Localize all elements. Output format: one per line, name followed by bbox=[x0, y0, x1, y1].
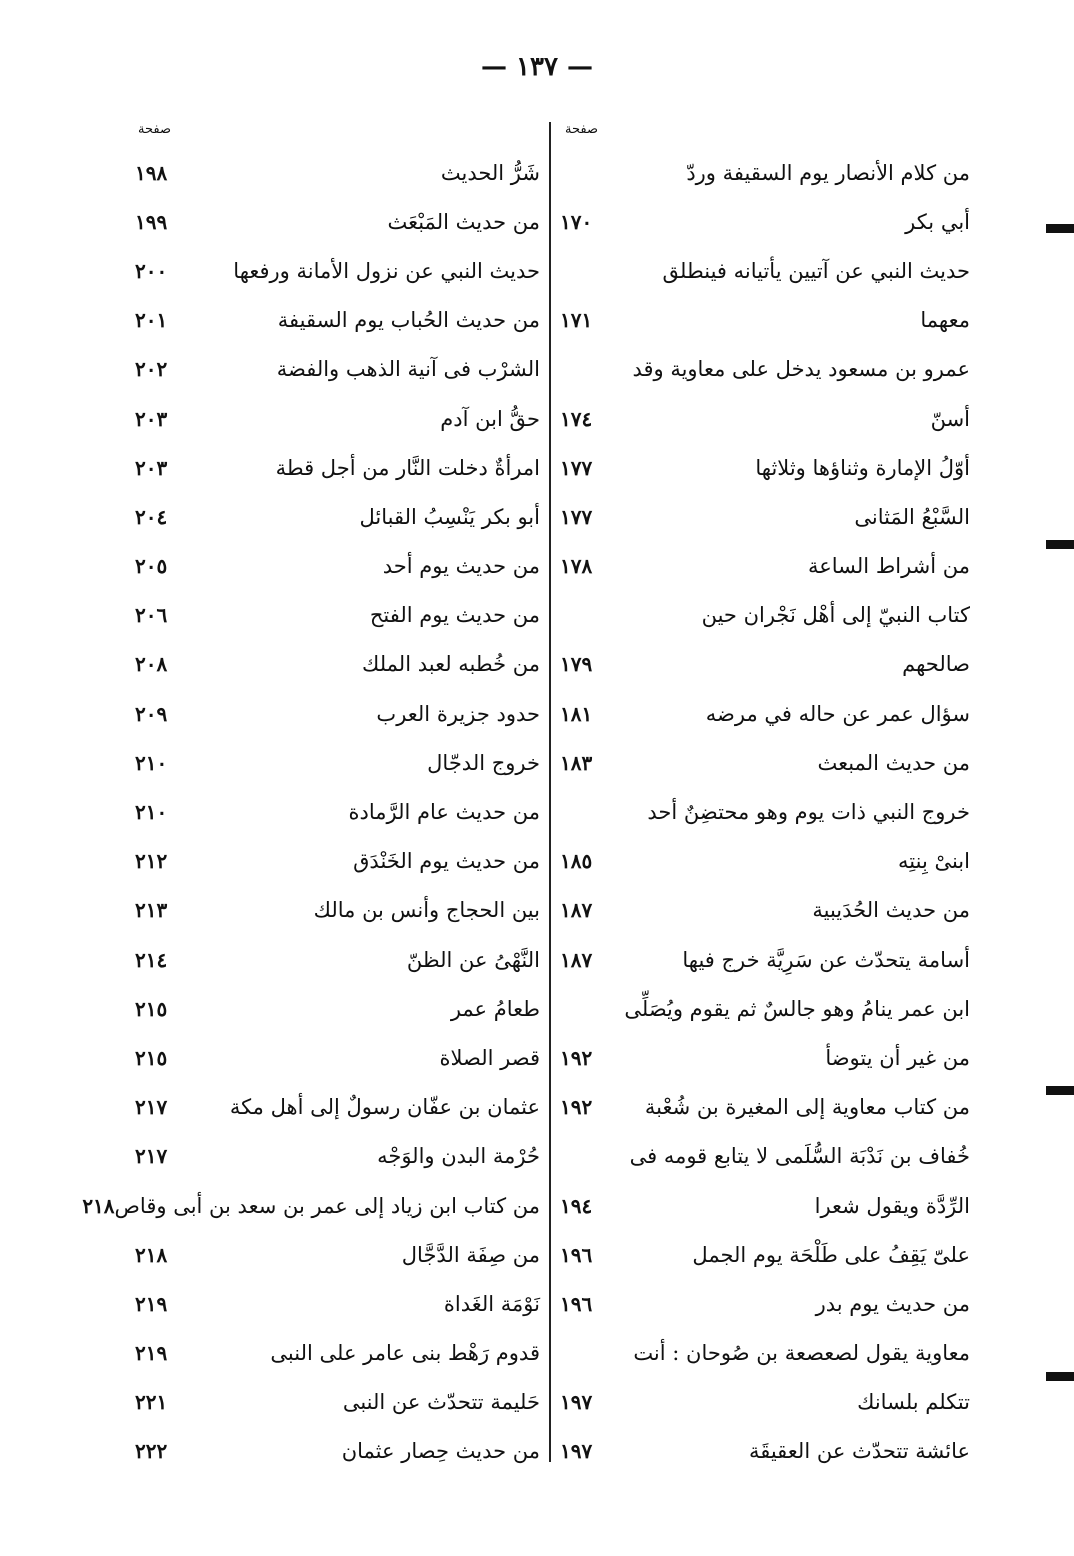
index-entry bbox=[135, 837, 540, 886]
index-entry bbox=[135, 984, 540, 1033]
index-entry bbox=[560, 1427, 970, 1476]
entry-page-number: ٢١٧ bbox=[135, 1144, 168, 1169]
entry-page-number: ٢٢١ bbox=[135, 1390, 168, 1415]
entry-page-number: ١٩٦ bbox=[560, 1242, 593, 1267]
entry-title: علىّ يَقِفُ على طَلْحَة يوم الجمل bbox=[692, 1242, 970, 1267]
index-entry bbox=[135, 394, 540, 443]
entry-title: عمرو بن مسعود يدخل على معاوية وقد bbox=[632, 357, 970, 382]
entry-title: من حديث المبعث bbox=[817, 750, 970, 775]
entry-page-number: ١٨١ bbox=[560, 701, 593, 726]
index-entry bbox=[560, 443, 970, 492]
entry-page-number: ١٧٩ bbox=[560, 652, 593, 677]
entry-title: بين الحجاج وأنس بن مالك bbox=[313, 898, 540, 923]
entry-title: الرِّدَّة ويقول شعرا bbox=[814, 1193, 970, 1218]
entry-title: شَرُّ الحديث bbox=[440, 160, 540, 185]
entry-page-number: ٢١٨ bbox=[82, 1193, 115, 1218]
index-entry bbox=[135, 492, 540, 541]
index-entry bbox=[560, 1132, 970, 1181]
index-entry bbox=[560, 935, 970, 984]
entry-page-number: ١٩٩ bbox=[135, 209, 168, 234]
entry-page-number: ٢١٥ bbox=[135, 1045, 168, 1070]
entry-page-number: ٢٠٩ bbox=[135, 701, 168, 726]
index-entry bbox=[135, 1329, 540, 1378]
entry-page-number: ٢٠٣ bbox=[135, 455, 168, 480]
entry-page-number: ٢٢٢ bbox=[135, 1439, 168, 1464]
entry-title: خُفاف بن نَدْبَة السُّلَمى لا يتابع قومه فى bbox=[629, 1144, 970, 1169]
page-number: — ١٣٧ — bbox=[480, 52, 594, 82]
entry-title: حديث النبي عن آتيين يأتيانه فينطلق bbox=[662, 258, 970, 283]
entry-page-number: ١٩٧ bbox=[560, 1390, 593, 1415]
index-entry bbox=[135, 443, 540, 492]
entry-page-number: ٢١٧ bbox=[135, 1095, 168, 1120]
entry-page-number: ١٧٤ bbox=[560, 406, 593, 431]
index-entry bbox=[135, 1132, 540, 1181]
entry-page-number: ٢١٩ bbox=[135, 1291, 168, 1316]
index-entry bbox=[135, 1033, 540, 1082]
index-entry bbox=[560, 492, 970, 541]
index-entry bbox=[560, 1378, 970, 1427]
index-entry bbox=[135, 1230, 540, 1279]
entry-title: من حديث عام الرَّمادة bbox=[348, 800, 540, 825]
index-entry bbox=[135, 689, 540, 738]
index-entry bbox=[135, 1279, 540, 1328]
entry-title: السَّبْعُ المَثانى bbox=[854, 504, 970, 529]
index-entry bbox=[560, 542, 970, 591]
entry-page-number: ١٨٣ bbox=[560, 750, 593, 775]
index-entry bbox=[135, 738, 540, 787]
entry-title: النَّهْىُ عن الظنّ bbox=[406, 947, 540, 972]
entry-page-number: ١٩٢ bbox=[560, 1095, 593, 1120]
entry-title: من حديث الحُدَيبية bbox=[812, 898, 970, 923]
index-entry bbox=[82, 1181, 540, 1230]
index-entry bbox=[135, 1378, 540, 1427]
entry-title: ابنىْ بِنتِه bbox=[898, 849, 970, 874]
entry-title: قصر الصلاة bbox=[439, 1045, 540, 1070]
entry-title: حقُّ ابن آدم bbox=[440, 406, 540, 431]
entry-page-number: ٢١٢ bbox=[135, 849, 168, 874]
entry-title: طعامُ عمر bbox=[450, 996, 540, 1021]
entry-title: من أشراط الساعة bbox=[807, 554, 970, 579]
index-entry bbox=[560, 1181, 970, 1230]
entry-title: الشرْب فى آنية الذهب والفضة bbox=[276, 357, 540, 382]
entry-page-number: ٢٠٨ bbox=[135, 652, 168, 677]
entry-page-number: ٢٠٤ bbox=[135, 504, 168, 529]
index-entry bbox=[560, 984, 970, 1033]
index-entry bbox=[135, 886, 540, 935]
entry-title: سؤال عمر عن حاله في مرضه bbox=[705, 701, 970, 726]
index-entry bbox=[135, 935, 540, 984]
index-entry bbox=[560, 787, 970, 836]
index-entry bbox=[135, 1427, 540, 1476]
edge-mark bbox=[1046, 224, 1074, 233]
left-index-column bbox=[82, 148, 540, 1476]
entry-title: امرأةٌ دخلت النَّار من أجل قطة bbox=[275, 455, 540, 480]
index-entry bbox=[135, 296, 540, 345]
left-column-header: صفحة bbox=[138, 122, 171, 137]
entry-title: أسنّ bbox=[930, 406, 970, 431]
entry-title: ابن عمر ينامُ وهو جالسٌ ثم يقوم ويُصَلِّى bbox=[624, 996, 970, 1021]
index-entry bbox=[135, 197, 540, 246]
entry-page-number: ٢١٩ bbox=[135, 1341, 168, 1366]
right-column-header: صفحة bbox=[565, 122, 598, 137]
index-entry bbox=[560, 1033, 970, 1082]
entry-title: من حديث يوم بدر bbox=[815, 1291, 970, 1316]
entry-page-number: ١٧١ bbox=[560, 308, 593, 333]
entry-title: من حديث يوم الفتح bbox=[369, 603, 540, 628]
index-entry bbox=[560, 886, 970, 935]
entry-page-number: ١٧٨ bbox=[560, 554, 593, 579]
index-entry bbox=[560, 591, 970, 640]
index-entry bbox=[560, 148, 970, 197]
entry-page-number: ٢١٨ bbox=[135, 1242, 168, 1267]
entry-title: من حديث الحُباب يوم السقيفة bbox=[277, 308, 540, 333]
entry-title: حدود جزيرة العرب bbox=[376, 701, 540, 726]
entry-title: حديث النبي عن نزول الأمانة ورفعها bbox=[233, 258, 540, 283]
index-entry bbox=[560, 1230, 970, 1279]
entry-title: عائشة تتحدّث عن العقيقَة bbox=[748, 1439, 970, 1464]
entry-title: من غير أن يتوضأ bbox=[825, 1045, 970, 1070]
entry-page-number: ١٩٤ bbox=[560, 1193, 593, 1218]
index-entry bbox=[560, 246, 970, 295]
entry-page-number: ١٩٨ bbox=[135, 160, 168, 185]
entry-page-number: ١٧٠ bbox=[560, 209, 593, 234]
index-entry bbox=[135, 246, 540, 295]
entry-title: نَوْمَة الغَداة bbox=[443, 1291, 540, 1316]
entry-title: كتاب النبيّ إلى أهْل نَجْران حين bbox=[701, 603, 970, 628]
index-entry bbox=[560, 1279, 970, 1328]
entry-title: أوّلُ الإمارة وثناؤها وثلاثها bbox=[755, 455, 970, 480]
entry-title: من خُطبه لعبد الملك bbox=[362, 652, 540, 677]
entry-page-number: ٢١٤ bbox=[135, 947, 168, 972]
right-index-column bbox=[560, 148, 970, 1476]
index-entry bbox=[135, 640, 540, 689]
entry-title: أسامة يتحدّث عن سَرِيَّة خرج فيها bbox=[682, 947, 970, 972]
entry-title: من صِفَة الدَّجَّال bbox=[401, 1242, 540, 1267]
index-entry bbox=[135, 1083, 540, 1132]
entry-page-number: ٢٠٠ bbox=[135, 258, 168, 283]
column-divider bbox=[549, 122, 551, 1462]
index-entry bbox=[560, 296, 970, 345]
entry-page-number: ٢١٥ bbox=[135, 996, 168, 1021]
entry-title: من كلام الأنصار يوم السقيفة وردّ bbox=[686, 160, 970, 185]
entry-page-number: ٢١٠ bbox=[135, 800, 168, 825]
index-entry bbox=[560, 689, 970, 738]
index-entry bbox=[135, 787, 540, 836]
edge-mark bbox=[1046, 1372, 1074, 1381]
entry-page-number: ٢١٣ bbox=[135, 898, 168, 923]
entry-title: خروج النبي ذات يوم وهو محتضِنٌ أحد bbox=[647, 800, 970, 825]
index-entry bbox=[560, 640, 970, 689]
index-entry bbox=[560, 1329, 970, 1378]
index-entry bbox=[560, 197, 970, 246]
index-entry bbox=[135, 591, 540, 640]
entry-title: حُرْمة البدن والوَجْه bbox=[377, 1144, 540, 1169]
edge-mark bbox=[1046, 1086, 1074, 1095]
entry-title: تتكلم بلسانك bbox=[857, 1390, 970, 1415]
entry-page-number: ١٩٧ bbox=[560, 1439, 593, 1464]
entry-title: حَليمة تتحدّث عن النبى bbox=[342, 1390, 540, 1415]
index-entry bbox=[560, 738, 970, 787]
entry-title: أبو بكر يَنْسِبُ القبائل bbox=[359, 504, 540, 529]
entry-title: صالحهم bbox=[902, 652, 970, 677]
entry-title: معهما bbox=[920, 308, 970, 333]
entry-title: من حديث يوم الخَنْدَق bbox=[353, 849, 540, 874]
entry-title: من حديث حِصار عثمان bbox=[341, 1439, 540, 1464]
entry-page-number: ١٨٧ bbox=[560, 947, 593, 972]
entry-page-number: ١٨٥ bbox=[560, 849, 593, 874]
entry-title: عثمان بن عفّان رسولٌ إلى أهل مكة bbox=[229, 1095, 540, 1120]
entry-page-number: ٢٠٣ bbox=[135, 406, 168, 431]
index-entry bbox=[560, 394, 970, 443]
entry-title: أبي بكر bbox=[905, 209, 970, 234]
entry-page-number: ٢٠١ bbox=[135, 308, 168, 333]
index-entry bbox=[560, 837, 970, 886]
entry-page-number: ٢٠٦ bbox=[135, 603, 168, 628]
index-entry bbox=[560, 1083, 970, 1132]
entry-page-number: ١٧٧ bbox=[560, 455, 593, 480]
entry-title: خروج الدجّال bbox=[427, 750, 540, 775]
entry-page-number: ١٧٧ bbox=[560, 504, 593, 529]
entry-title: من حديث المَبْعَث bbox=[387, 209, 540, 234]
entry-title: من حديث يوم أحد bbox=[382, 554, 540, 579]
edge-mark bbox=[1046, 540, 1074, 549]
entry-title: من كتاب معاوية إلى المغيرة بن شُعْبة bbox=[644, 1095, 970, 1120]
entry-page-number: ١٨٧ bbox=[560, 898, 593, 923]
index-entry bbox=[135, 542, 540, 591]
entry-title: قدوم رَهْط بنى عامر على النبى bbox=[270, 1341, 540, 1366]
index-entry bbox=[560, 345, 970, 394]
entry-page-number: ٢١٠ bbox=[135, 750, 168, 775]
entry-page-number: ٢٠٥ bbox=[135, 554, 168, 579]
index-entry bbox=[135, 345, 540, 394]
entry-title: معاوية يقول لصعصعة بن صُوحان : أنت bbox=[633, 1341, 970, 1366]
entry-page-number: ١٩٦ bbox=[560, 1291, 593, 1316]
entry-page-number: ٢٠٢ bbox=[135, 357, 168, 382]
entry-page-number: ١٩٢ bbox=[560, 1045, 593, 1070]
index-entry bbox=[135, 148, 540, 197]
entry-title: من كتاب ابن زياد إلى عمر بن سعد بن أبى وقاص bbox=[114, 1193, 540, 1218]
